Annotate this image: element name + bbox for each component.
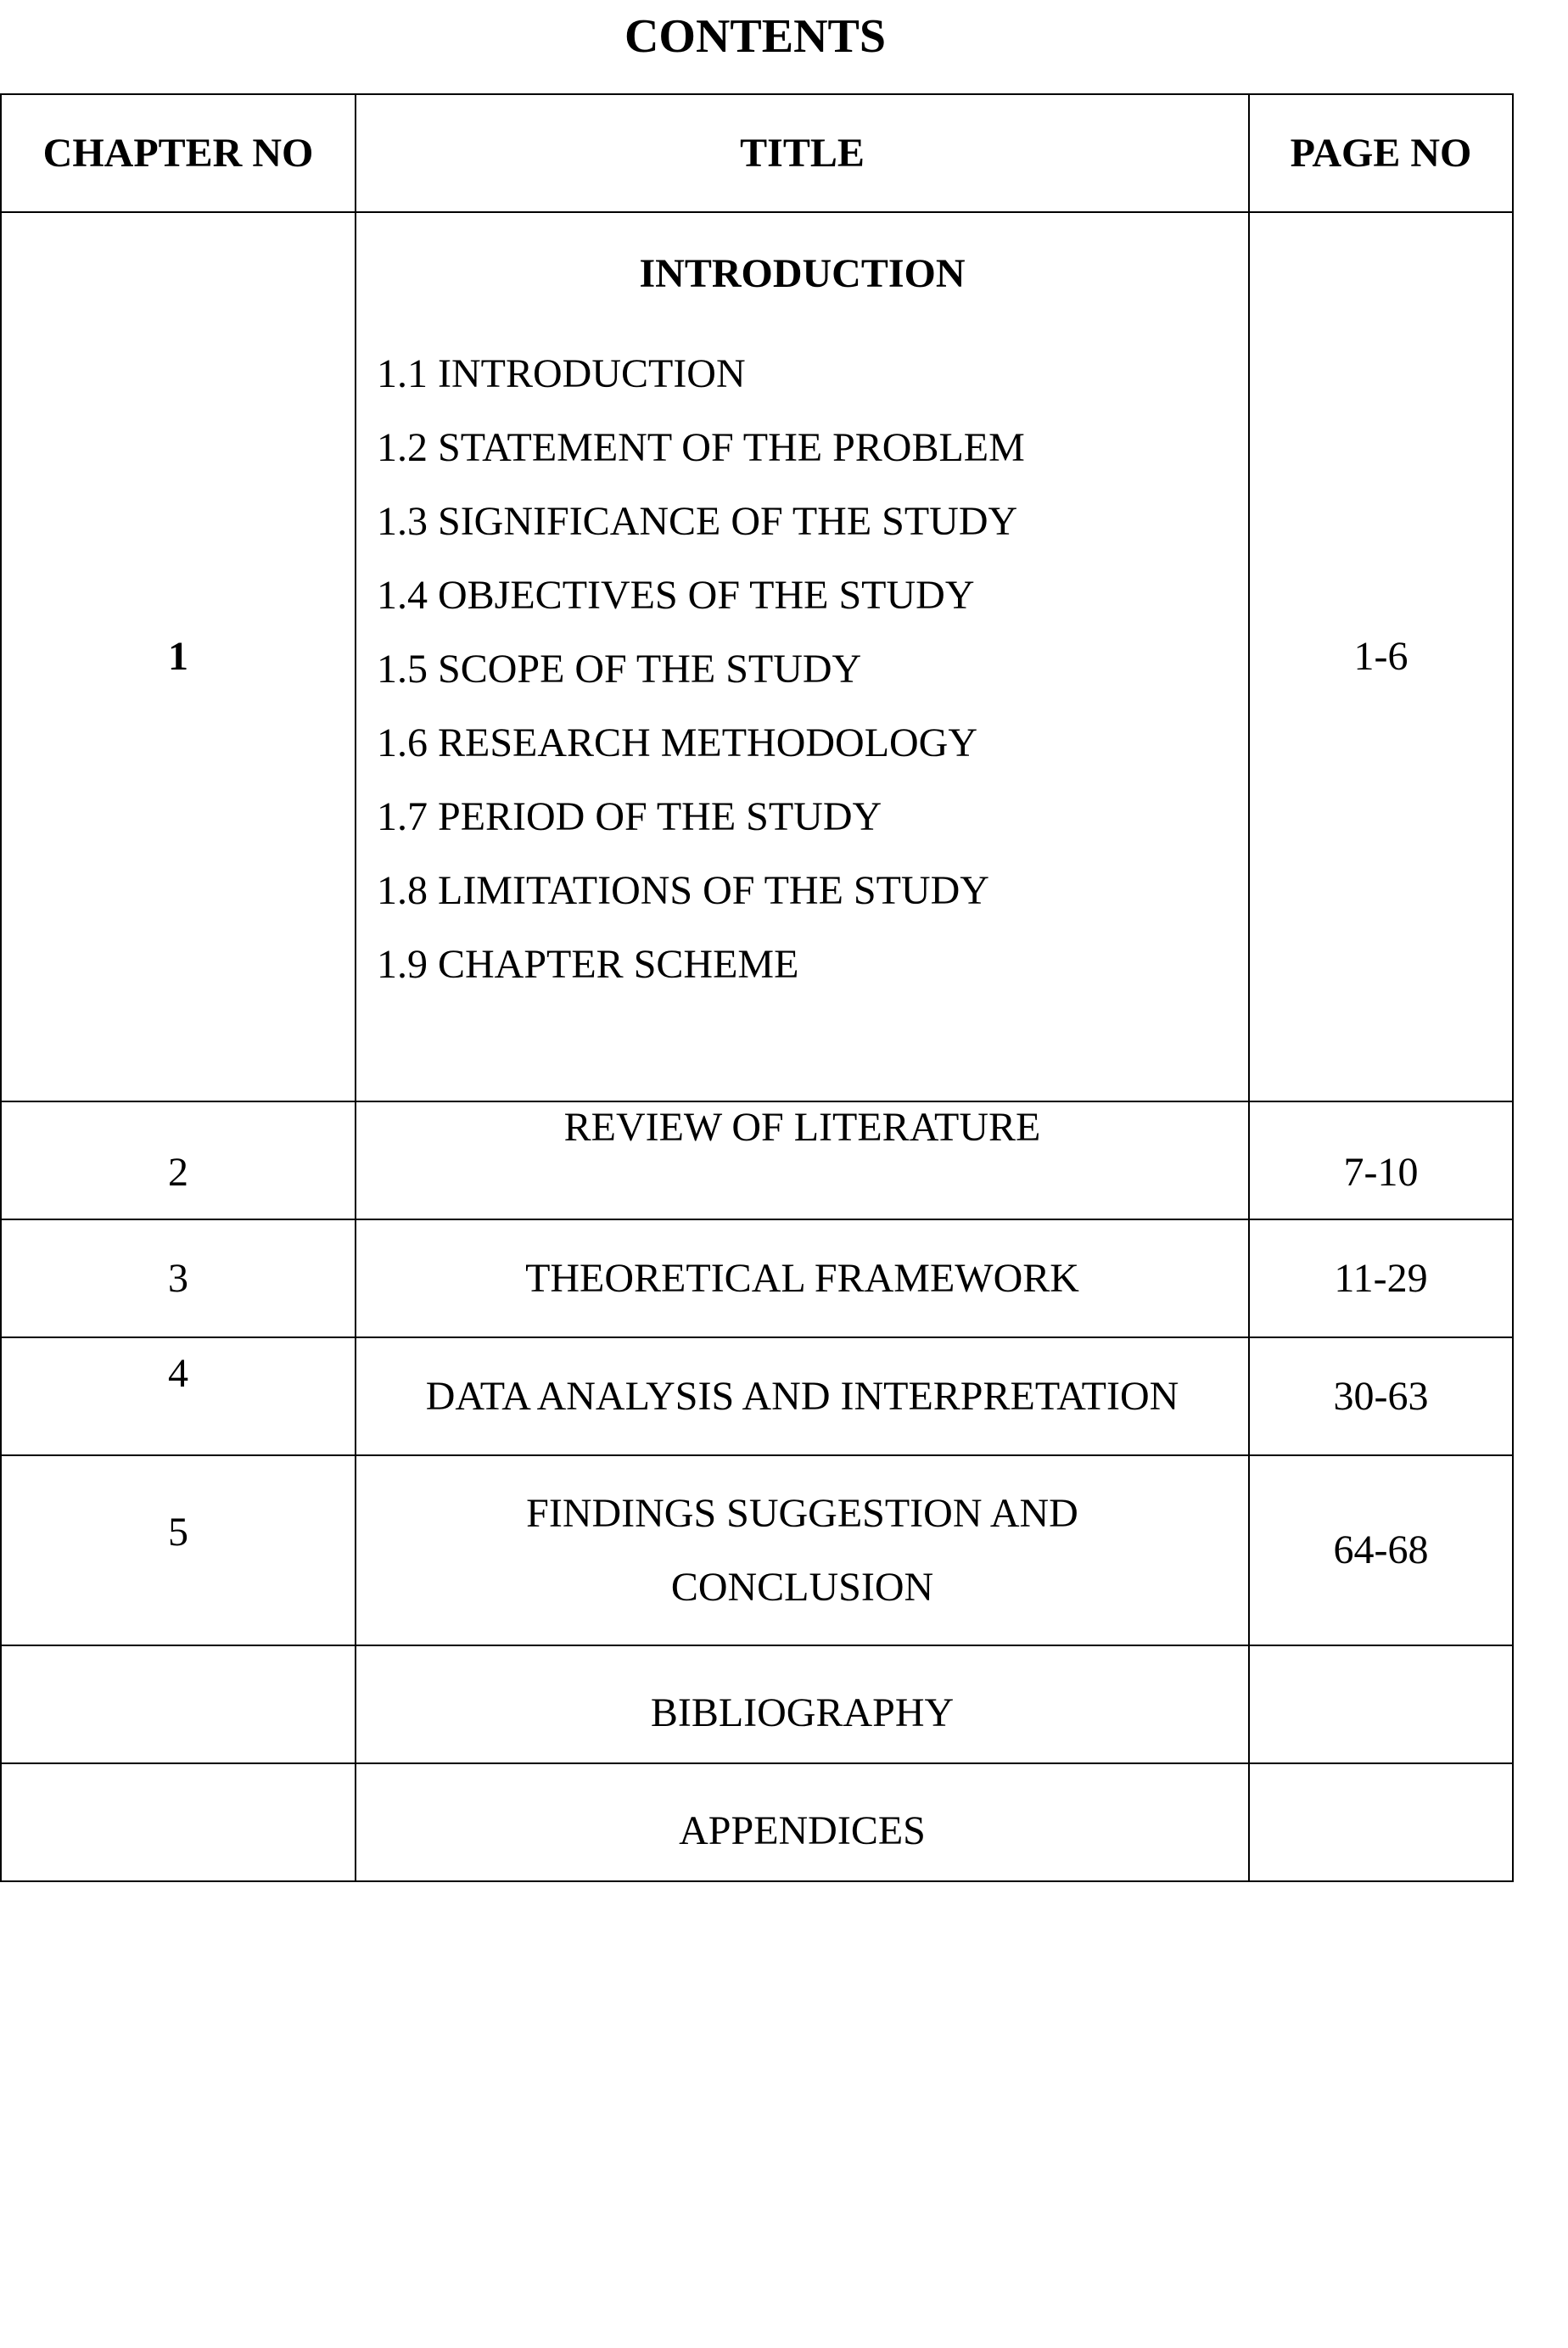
section-item: 1.9 CHAPTER SCHEME [377, 942, 799, 987]
page-range: 1-6 [1249, 212, 1513, 1101]
chapter-number: 1 [1, 212, 356, 1101]
contents-table [0, 93, 1514, 1882]
section-item: 1.1 INTRODUCTION [377, 351, 746, 396]
chapter-title-line: CONCLUSION [670, 1565, 934, 1610]
header-row [1, 94, 1513, 212]
chapter-title: THEORETICAL FRAMEWORK [356, 1219, 1249, 1337]
page-range: 7-10 [1249, 1101, 1513, 1219]
section-item: 1.8 LIMITATIONS OF THE STUDY [377, 868, 989, 913]
section-list [356, 337, 1248, 1001]
chapter-number [1, 1763, 356, 1881]
chapter-title: REVIEW OF LITERATURE [356, 1101, 1249, 1219]
table-row-chapter-2 [1, 1101, 1513, 1219]
section-item: 1.3 SIGNIFICANCE OF THE STUDY [377, 499, 1018, 544]
page-title: CONTENTS [624, 10, 887, 63]
table-row-chapter-3 [1, 1219, 1513, 1337]
chapter-title [356, 1455, 1249, 1645]
page-range: 11-29 [1249, 1219, 1513, 1337]
chapter-number: 2 [1, 1101, 356, 1219]
table-row-bibliography [1, 1645, 1513, 1763]
page-range [1249, 1645, 1513, 1763]
table-row-chapter-1 [1, 212, 1513, 1101]
chapter-title-line: FINDINGS SUGGESTION AND [526, 1491, 1078, 1536]
header-title: TITLE [356, 94, 1249, 212]
header-page-no: PAGE NO [1249, 94, 1513, 212]
page-range: 30-63 [1249, 1337, 1513, 1455]
section-item: 1.6 RESEARCH METHODOLOGY [377, 720, 977, 765]
table-row-chapter-5 [1, 1455, 1513, 1645]
table-row-chapter-4 [1, 1337, 1513, 1455]
chapter-title-cell [356, 212, 1249, 1101]
section-item: 1.7 PERIOD OF THE STUDY [377, 794, 882, 839]
section-item: 1.4 OBJECTIVES OF THE STUDY [377, 573, 975, 618]
table-row-appendices [1, 1763, 1513, 1881]
section-item: 1.5 SCOPE OF THE STUDY [377, 647, 862, 692]
chapter-title: DATA ANALYSIS AND INTERPRETATION [356, 1337, 1249, 1455]
chapter-number [1, 1645, 356, 1763]
header-chapter-no: CHAPTER NO [1, 94, 356, 212]
page-range [1249, 1763, 1513, 1881]
chapter-title: APPENDICES [356, 1763, 1249, 1881]
chapter-title: BIBLIOGRAPHY [356, 1645, 1249, 1763]
page-range: 64-68 [1249, 1455, 1513, 1645]
section-item: 1.2 STATEMENT OF THE PROBLEM [377, 425, 1025, 470]
chapter-number: 3 [1, 1219, 356, 1337]
chapter-heading: INTRODUCTION [639, 251, 966, 296]
chapter-number: 4 [1, 1337, 356, 1455]
chapter-number: 5 [1, 1455, 356, 1645]
